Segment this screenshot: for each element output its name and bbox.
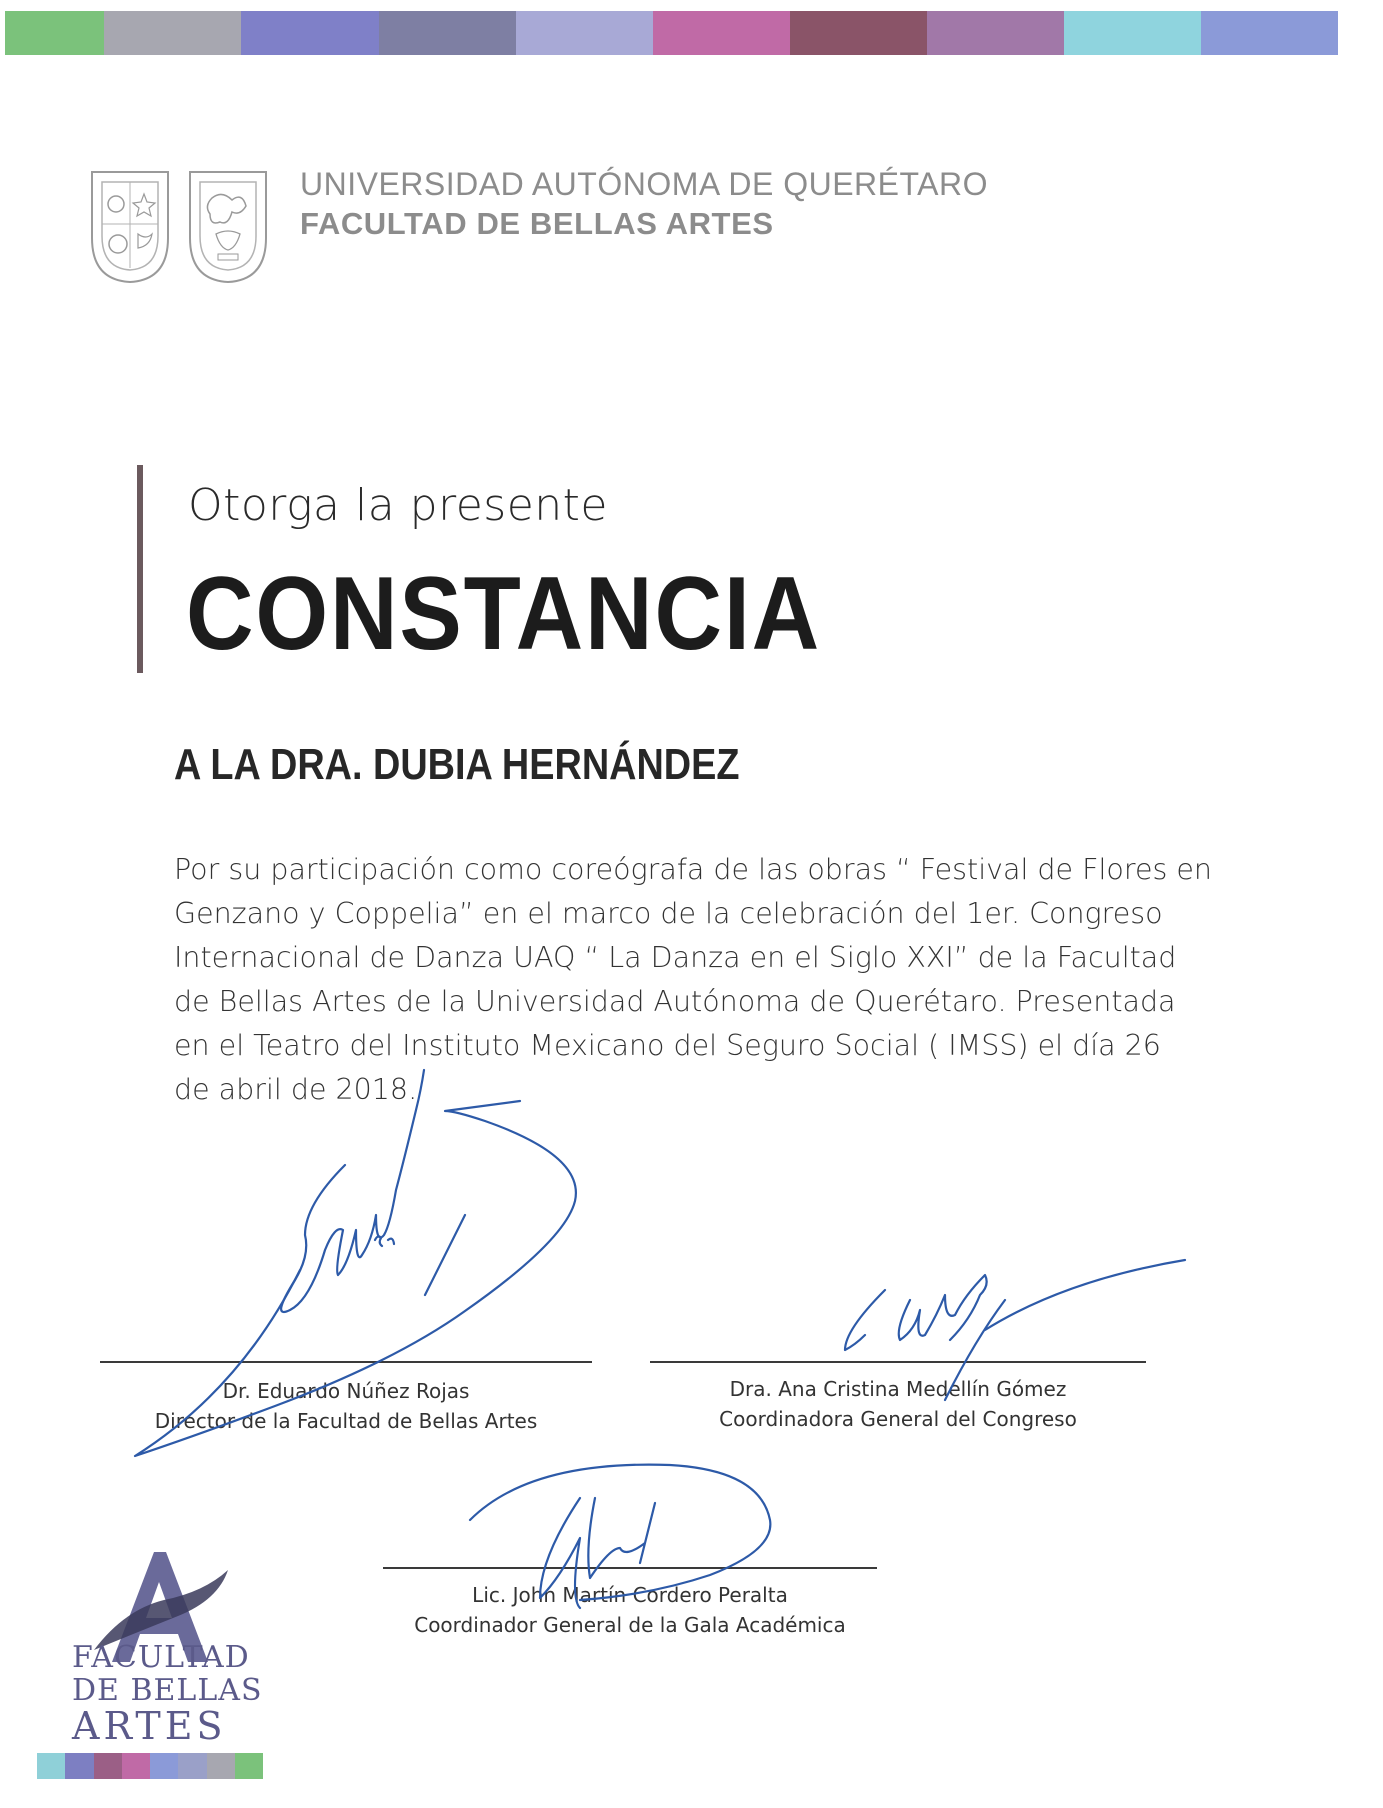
signature-coordinator <box>845 1260 1185 1350</box>
logo-text-line2: DE BELLAS <box>72 1673 263 1708</box>
signature-line-director <box>100 1361 592 1363</box>
signatory-name-gala: Lic. John Martín Cordero Peralta <box>472 1583 788 1607</box>
color-seg <box>37 1753 65 1779</box>
color-seg <box>207 1753 235 1779</box>
signatory-name-coordinator: Dra. Ana Cristina Medellín Gómez <box>729 1377 1067 1401</box>
logo-text-line3: ARTES <box>72 1704 227 1748</box>
color-seg <box>516 11 653 55</box>
university-name: UNIVERSIDAD AUTÓNOMA DE QUERÉTARO <box>300 166 988 202</box>
title-accent-line <box>137 465 143 673</box>
color-seg <box>122 1753 150 1779</box>
body-line: de Bellas Artes de la Universidad Autónoma de Querétaro. Presentada <box>174 985 1176 1018</box>
color-seg <box>927 11 1064 55</box>
body-line: Internacional de Danza UAQ “ La Danza en el Siglo XXI” de la Facultad <box>174 941 1177 974</box>
university-seal-icon <box>88 168 172 286</box>
color-seg <box>790 11 927 55</box>
color-seg <box>1201 11 1338 55</box>
faculty-name: FACULTAD DE BELLAS ARTES <box>300 206 774 241</box>
signature-line-gala <box>383 1567 877 1569</box>
certificate-body <box>174 848 1212 1112</box>
color-seg <box>653 11 790 55</box>
color-seg <box>65 1753 93 1779</box>
signatory-title-coordinator: Coordinadora General del Congreso <box>719 1407 1077 1431</box>
signatory-title-director: Director de la Facultad de Bellas Artes <box>154 1409 538 1433</box>
body-line: en el Teatro del Instituto Mexicano del Seguro Social ( IMSS) el día 26 <box>174 1029 1161 1062</box>
faculty-seal-icon <box>186 168 270 286</box>
bottom-color-bar <box>37 1753 263 1779</box>
color-seg <box>104 11 241 55</box>
signatory-title-gala: Coordinador General de la Gala Académica <box>414 1613 846 1637</box>
color-seg <box>235 1753 263 1779</box>
intro-text: Otorga la presente <box>188 480 608 531</box>
color-seg <box>5 11 104 55</box>
signature-line-coordinator <box>650 1361 1146 1363</box>
body-line: Genzano y Coppelia” en el marco de la celebración del 1er. Congreso <box>174 897 1163 930</box>
color-seg <box>94 1753 122 1779</box>
body-line: de abril de 2018. <box>174 1073 418 1106</box>
color-seg <box>178 1753 206 1779</box>
color-seg <box>379 11 516 55</box>
certificate-title: CONSTANCIA <box>186 556 822 672</box>
signatory-name-director: Dr. Eduardo Núñez Rojas <box>222 1379 470 1403</box>
logo-text-line1: FACULTAD <box>72 1640 250 1675</box>
top-color-bar <box>5 11 1338 55</box>
color-seg <box>1064 11 1201 55</box>
color-seg <box>150 1753 178 1779</box>
color-seg <box>241 11 378 55</box>
body-line: Por su participación como coreógrafa de las obras “ Festival de Flores en <box>174 853 1212 886</box>
recipient-name: A LA DRA. DUBIA HERNÁNDEZ <box>174 740 740 789</box>
